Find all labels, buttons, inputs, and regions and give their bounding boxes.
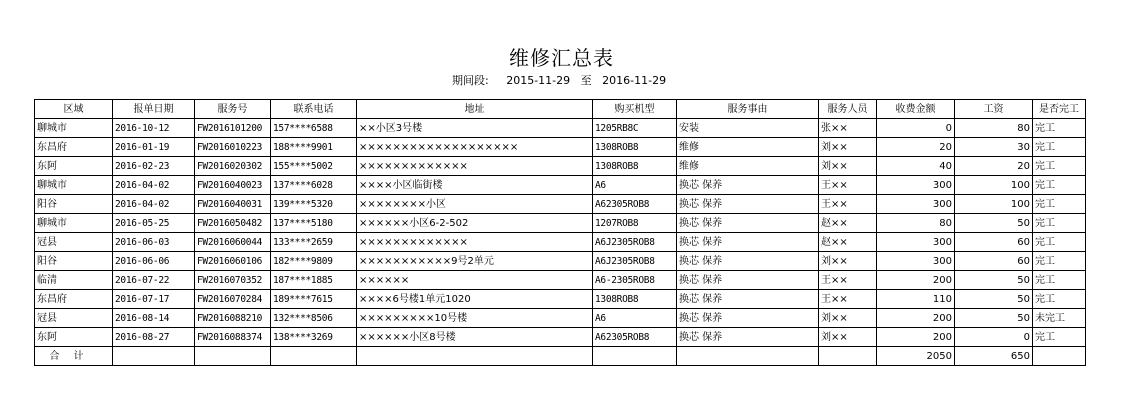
cell-address: ××××××××××××××××××× bbox=[357, 138, 593, 157]
col-header-wage: 工资 bbox=[955, 100, 1033, 119]
cell-completed: 完工 bbox=[1033, 290, 1086, 309]
table-row bbox=[35, 119, 1086, 138]
cell-amount: 300 bbox=[877, 195, 955, 214]
cell-model: A6 bbox=[593, 176, 677, 195]
cell-region: 阳谷 bbox=[35, 252, 113, 271]
total-row bbox=[35, 347, 1086, 366]
cell-amount: 300 bbox=[877, 252, 955, 271]
cell-date: 2016-06-03 bbox=[113, 233, 195, 252]
table-row bbox=[35, 195, 1086, 214]
total-label: 合计 bbox=[35, 347, 113, 366]
cell-reason: 维修 bbox=[677, 157, 819, 176]
period-start: 2015-11-29 bbox=[506, 74, 571, 87]
cell-service-no: FW2016101200 bbox=[195, 119, 271, 138]
cell-phone: 132****8506 bbox=[271, 309, 357, 328]
cell-date: 2016-04-02 bbox=[113, 176, 195, 195]
cell-region: 东昌府 bbox=[35, 290, 113, 309]
cell-service-no: FW2016088374 bbox=[195, 328, 271, 347]
col-header-service-no: 服务号 bbox=[195, 100, 271, 119]
cell-completed: 完工 bbox=[1033, 195, 1086, 214]
cell-staff: 张×× bbox=[819, 119, 877, 138]
cell-amount: 200 bbox=[877, 271, 955, 290]
cell-model: A6-2305ROB8 bbox=[593, 271, 677, 290]
cell-model: 1308ROB8 bbox=[593, 138, 677, 157]
cell-reason: 换芯 保养 bbox=[677, 290, 819, 309]
cell-completed: 未完工 bbox=[1033, 309, 1086, 328]
cell-service-no: FW2016088210 bbox=[195, 309, 271, 328]
table-row bbox=[35, 252, 1086, 271]
total-cell-empty bbox=[677, 347, 819, 366]
cell-date: 2016-02-23 bbox=[113, 157, 195, 176]
cell-completed: 完工 bbox=[1033, 233, 1086, 252]
cell-staff: 刘×× bbox=[819, 138, 877, 157]
cell-amount: 200 bbox=[877, 328, 955, 347]
cell-phone: 137****6028 bbox=[271, 176, 357, 195]
cell-model: 1207ROB8 bbox=[593, 214, 677, 233]
cell-address: ××××××××××××× bbox=[357, 233, 593, 252]
cell-staff: 刘×× bbox=[819, 328, 877, 347]
cell-amount: 0 bbox=[877, 119, 955, 138]
cell-reason: 换芯 保养 bbox=[677, 252, 819, 271]
cell-staff: 王×× bbox=[819, 290, 877, 309]
cell-phone: 138****3269 bbox=[271, 328, 357, 347]
cell-reason: 维修 bbox=[677, 138, 819, 157]
report-title: 维修汇总表 bbox=[509, 46, 614, 70]
cell-reason: 换芯 保养 bbox=[677, 195, 819, 214]
cell-amount: 300 bbox=[877, 233, 955, 252]
cell-service-no: FW2016070284 bbox=[195, 290, 271, 309]
cell-date: 2016-07-17 bbox=[113, 290, 195, 309]
cell-staff: 王×× bbox=[819, 176, 877, 195]
cell-region: 阳谷 bbox=[35, 195, 113, 214]
cell-staff: 王×× bbox=[819, 195, 877, 214]
col-header-staff: 服务人员 bbox=[819, 100, 877, 119]
cell-wage: 80 bbox=[955, 119, 1033, 138]
cell-amount: 20 bbox=[877, 138, 955, 157]
cell-address: ××××××小区6-2-502 bbox=[357, 214, 593, 233]
cell-model: A62305ROB8 bbox=[593, 195, 677, 214]
period-separator: 至 bbox=[580, 74, 592, 87]
table-row bbox=[35, 214, 1086, 233]
table-row bbox=[35, 290, 1086, 309]
cell-region: 聊城市 bbox=[35, 176, 113, 195]
col-header-date: 报单日期 bbox=[113, 100, 195, 119]
cell-address: ××小区3号楼 bbox=[357, 119, 593, 138]
cell-service-no: FW2016060106 bbox=[195, 252, 271, 271]
cell-date: 2016-04-02 bbox=[113, 195, 195, 214]
cell-phone: 157****6588 bbox=[271, 119, 357, 138]
cell-wage: 60 bbox=[955, 233, 1033, 252]
cell-completed: 完工 bbox=[1033, 119, 1086, 138]
cell-wage: 50 bbox=[955, 271, 1033, 290]
cell-region: 东阿 bbox=[35, 157, 113, 176]
cell-service-no: FW2016040023 bbox=[195, 176, 271, 195]
cell-service-no: FW2016070352 bbox=[195, 271, 271, 290]
cell-model: A6J2305ROB8 bbox=[593, 233, 677, 252]
cell-region: 临清 bbox=[35, 271, 113, 290]
cell-address: ×××××××××10号楼 bbox=[357, 309, 593, 328]
cell-wage: 100 bbox=[955, 195, 1033, 214]
cell-completed: 完工 bbox=[1033, 138, 1086, 157]
total-cell-empty bbox=[819, 347, 877, 366]
cell-service-no: FW2016020302 bbox=[195, 157, 271, 176]
cell-region: 冠县 bbox=[35, 233, 113, 252]
repair-summary-table bbox=[34, 99, 1086, 366]
cell-wage: 50 bbox=[955, 290, 1033, 309]
cell-address: ××××小区临街楼 bbox=[357, 176, 593, 195]
cell-region: 聊城市 bbox=[35, 119, 113, 138]
cell-wage: 50 bbox=[955, 214, 1033, 233]
cell-model: A6 bbox=[593, 309, 677, 328]
table-row bbox=[35, 176, 1086, 195]
cell-completed: 完工 bbox=[1033, 157, 1086, 176]
period-end: 2016-11-29 bbox=[602, 74, 667, 87]
cell-phone: 188****9901 bbox=[271, 138, 357, 157]
cell-date: 2016-07-22 bbox=[113, 271, 195, 290]
cell-wage: 50 bbox=[955, 309, 1033, 328]
cell-phone: 155****5002 bbox=[271, 157, 357, 176]
cell-phone: 182****9809 bbox=[271, 252, 357, 271]
cell-region: 东昌府 bbox=[35, 138, 113, 157]
cell-wage: 30 bbox=[955, 138, 1033, 157]
cell-completed: 完工 bbox=[1033, 252, 1086, 271]
table-row bbox=[35, 233, 1086, 252]
total-cell-empty bbox=[195, 347, 271, 366]
cell-model: 1205RB8C bbox=[593, 119, 677, 138]
table-row bbox=[35, 157, 1086, 176]
cell-model: 1308ROB8 bbox=[593, 157, 677, 176]
cell-service-no: FW2016040031 bbox=[195, 195, 271, 214]
cell-model: 1308ROB8 bbox=[593, 290, 677, 309]
cell-reason: 换芯 保养 bbox=[677, 233, 819, 252]
total-wage: 650 bbox=[955, 347, 1033, 366]
cell-address: ××××××××××××× bbox=[357, 157, 593, 176]
cell-reason: 安装 bbox=[677, 119, 819, 138]
cell-service-no: FW2016010223 bbox=[195, 138, 271, 157]
cell-phone: 139****5320 bbox=[271, 195, 357, 214]
cell-address: ×××××××××××9号2单元 bbox=[357, 252, 593, 271]
cell-service-no: FW2016050482 bbox=[195, 214, 271, 233]
total-cell-empty bbox=[113, 347, 195, 366]
table-row bbox=[35, 328, 1086, 347]
cell-date: 2016-01-19 bbox=[113, 138, 195, 157]
total-cell-empty bbox=[357, 347, 593, 366]
cell-region: 冠县 bbox=[35, 309, 113, 328]
cell-date: 2016-06-06 bbox=[113, 252, 195, 271]
cell-address: ××××6号楼1单元1020 bbox=[357, 290, 593, 309]
cell-reason: 换芯 保养 bbox=[677, 271, 819, 290]
cell-amount: 40 bbox=[877, 157, 955, 176]
table-row bbox=[35, 309, 1086, 328]
header-row bbox=[35, 100, 1086, 119]
col-header-amount: 收费金额 bbox=[877, 100, 955, 119]
cell-model: A62305ROB8 bbox=[593, 328, 677, 347]
col-header-region: 区域 bbox=[35, 100, 113, 119]
col-header-model: 购买机型 bbox=[593, 100, 677, 119]
cell-service-no: FW2016060044 bbox=[195, 233, 271, 252]
cell-wage: 0 bbox=[955, 328, 1033, 347]
cell-address: ××××××小区8号楼 bbox=[357, 328, 593, 347]
cell-reason: 换芯 保养 bbox=[677, 309, 819, 328]
cell-completed: 完工 bbox=[1033, 271, 1086, 290]
cell-date: 2016-10-12 bbox=[113, 119, 195, 138]
col-header-phone: 联系电话 bbox=[271, 100, 357, 119]
cell-reason: 换芯 保养 bbox=[677, 328, 819, 347]
table-row bbox=[35, 138, 1086, 157]
cell-staff: 赵×× bbox=[819, 233, 877, 252]
total-amount: 2050 bbox=[877, 347, 955, 366]
cell-completed: 完工 bbox=[1033, 176, 1086, 195]
cell-completed: 完工 bbox=[1033, 214, 1086, 233]
cell-region: 东阿 bbox=[35, 328, 113, 347]
cell-date: 2016-08-27 bbox=[113, 328, 195, 347]
cell-date: 2016-08-14 bbox=[113, 309, 195, 328]
cell-completed: 完工 bbox=[1033, 328, 1086, 347]
cell-staff: 赵×× bbox=[819, 214, 877, 233]
cell-phone: 187****1885 bbox=[271, 271, 357, 290]
cell-wage: 100 bbox=[955, 176, 1033, 195]
cell-reason: 换芯 保养 bbox=[677, 214, 819, 233]
period-label: 期间段: bbox=[452, 74, 489, 87]
cell-model: A6J2305ROB8 bbox=[593, 252, 677, 271]
cell-staff: 刘×× bbox=[819, 157, 877, 176]
cell-wage: 60 bbox=[955, 252, 1033, 271]
cell-amount: 80 bbox=[877, 214, 955, 233]
cell-amount: 110 bbox=[877, 290, 955, 309]
cell-amount: 200 bbox=[877, 309, 955, 328]
cell-staff: 王×× bbox=[819, 271, 877, 290]
cell-address: ×××××× bbox=[357, 271, 593, 290]
cell-phone: 133****2659 bbox=[271, 233, 357, 252]
cell-phone: 189****7615 bbox=[271, 290, 357, 309]
col-header-completed: 是否完工 bbox=[1033, 100, 1086, 119]
col-header-reason: 服务事由 bbox=[677, 100, 819, 119]
cell-phone: 137****5180 bbox=[271, 214, 357, 233]
cell-amount: 300 bbox=[877, 176, 955, 195]
period-line bbox=[452, 72, 666, 88]
cell-wage: 20 bbox=[955, 157, 1033, 176]
total-cell-empty bbox=[271, 347, 357, 366]
cell-address: ××××××××小区 bbox=[357, 195, 593, 214]
table-row bbox=[35, 271, 1086, 290]
cell-reason: 换芯 保养 bbox=[677, 176, 819, 195]
cell-staff: 刘×× bbox=[819, 309, 877, 328]
total-cell-empty bbox=[1033, 347, 1086, 366]
cell-date: 2016-05-25 bbox=[113, 214, 195, 233]
total-cell-empty bbox=[593, 347, 677, 366]
cell-staff: 刘×× bbox=[819, 252, 877, 271]
cell-region: 聊城市 bbox=[35, 214, 113, 233]
col-header-address: 地址 bbox=[357, 100, 593, 119]
